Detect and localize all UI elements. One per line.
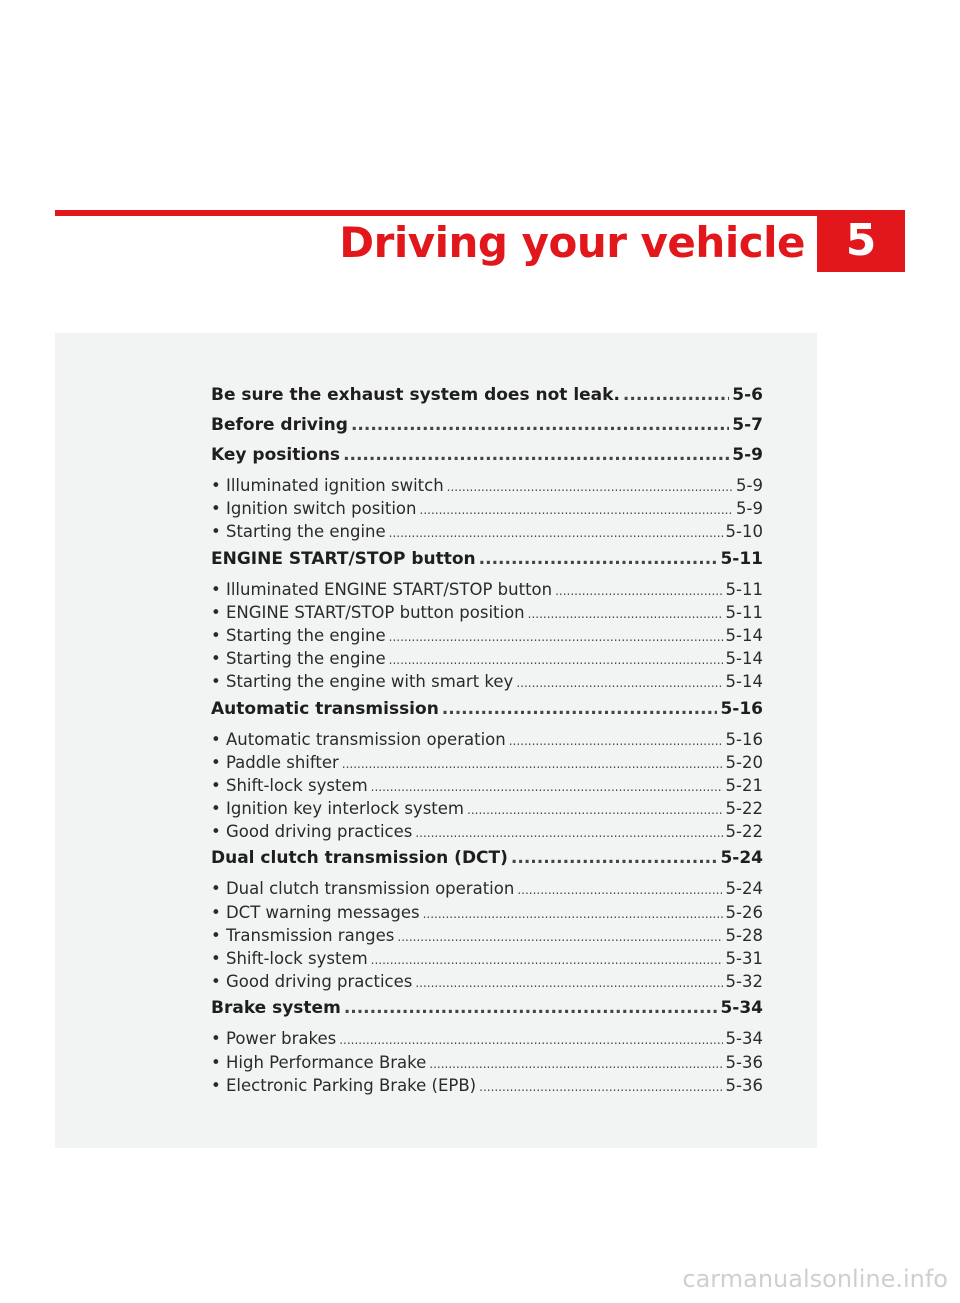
toc-entry-label: • Transmission ranges	[211, 925, 395, 945]
toc-subsection-entry[interactable]	[211, 647, 763, 670]
toc-entry-label: • Starting the engine	[211, 625, 386, 645]
toc-entry-label: ENGINE START/STOP button	[211, 548, 476, 569]
chapter-number-badge: 5	[817, 210, 905, 272]
toc-section-entry[interactable]	[211, 694, 763, 724]
toc-entry-label: • ENGINE START/STOP button position	[211, 602, 525, 622]
toc-page-number: 5-36	[725, 1052, 763, 1072]
toc-page-number: 5-36	[725, 1075, 763, 1095]
toc-dot-leader	[423, 903, 723, 924]
toc-dot-leader	[442, 694, 718, 724]
toc-subsection-entry[interactable]	[211, 497, 763, 520]
toc-page-number: 5-6	[732, 385, 763, 405]
toc-page-number: 5-20	[725, 752, 763, 772]
toc-dot-leader	[339, 1029, 722, 1050]
toc-page-number: 5-16	[725, 729, 763, 749]
toc-entry-label: • Illuminated ignition switch	[211, 476, 444, 495]
toc-dot-leader	[343, 440, 729, 470]
toc-page-number: 5-14	[725, 625, 763, 645]
toc-subsection-entry[interactable]	[211, 1074, 763, 1097]
toc-dot-leader	[344, 993, 718, 1023]
toc-page-number: 5-34	[725, 1029, 763, 1049]
toc-page-number: 5-16	[720, 698, 763, 719]
toc-subsection-entry[interactable]	[211, 901, 763, 924]
toc-dot-leader	[420, 499, 734, 520]
toc-subsection-entry[interactable]	[211, 774, 763, 797]
toc-dot-leader	[397, 926, 722, 947]
toc-entry-label: • Ignition key interlock system	[211, 799, 464, 819]
toc-subsection-entry[interactable]	[211, 670, 763, 693]
toc-entry-label: • Automatic transmission operation	[211, 729, 506, 749]
toc-entry-label: • Shift-lock system	[211, 775, 368, 795]
toc-entry-label: • Dual clutch transmission operation	[211, 879, 515, 899]
toc-dot-leader	[389, 626, 723, 647]
toc-section-entry[interactable]	[211, 410, 763, 440]
toc-subsection-entry[interactable]	[211, 728, 763, 751]
toc-page-number: 5-14	[725, 649, 763, 669]
toc-entry-label: Be sure the exhaust system does not leak.	[211, 385, 620, 405]
toc-entry-label: • Starting the engine	[211, 522, 386, 542]
toc-dot-leader	[555, 580, 722, 601]
toc-entry-label: Key positions	[211, 445, 341, 465]
toc-page-number: 5-9	[736, 499, 763, 519]
toc-dot-leader	[389, 649, 723, 670]
toc-page-number: 5-10	[725, 522, 763, 542]
toc-subsection-entry[interactable]	[211, 797, 763, 820]
toc-page-number: 5-7	[732, 415, 763, 435]
toc-page-number: 5-22	[725, 799, 763, 819]
toc-page-number: 5-24	[725, 879, 763, 899]
toc-page-number: 5-34	[720, 998, 763, 1019]
toc-subsection-entry[interactable]	[211, 474, 763, 497]
toc-dot-leader	[623, 380, 729, 410]
table-of-contents	[211, 380, 763, 1097]
toc-subsection-entry[interactable]	[211, 624, 763, 647]
toc-entry-label: Brake system	[211, 998, 341, 1019]
toc-page-number: 5-24	[720, 848, 763, 869]
toc-entry-label: • Good driving practices	[211, 822, 413, 842]
toc-dot-leader	[415, 972, 722, 993]
toc-entry-label: • Power brakes	[211, 1029, 337, 1049]
toc-entry-label: • Paddle shifter	[211, 752, 339, 772]
toc-subsection-entry[interactable]	[211, 970, 763, 993]
toc-entry-label: • Starting the engine	[211, 649, 386, 669]
toc-entry-label: Dual clutch transmission (DCT)	[211, 848, 508, 869]
toc-entry-label: • Electronic Parking Brake (EPB)	[211, 1075, 477, 1095]
toc-page-number: 5-9	[736, 476, 763, 495]
toc-page-number: 5-9	[732, 445, 763, 465]
toc-subsection-entry[interactable]	[211, 924, 763, 947]
chapter-title: Driving your vehicle	[339, 218, 805, 267]
toc-subsection-entry[interactable]	[211, 601, 763, 624]
toc-entry-label: • Ignition switch position	[211, 499, 417, 519]
toc-subsection-entry[interactable]	[211, 1027, 763, 1050]
toc-subsection-entry[interactable]	[211, 1051, 763, 1074]
toc-dot-leader	[342, 753, 723, 774]
toc-dot-leader	[351, 410, 729, 440]
toc-subsection-entry[interactable]	[211, 820, 763, 843]
toc-subsection-entry[interactable]	[211, 877, 763, 900]
toc-page-number: 5-31	[725, 949, 763, 968]
toc-dot-leader	[447, 476, 733, 497]
toc-section-entry[interactable]	[211, 380, 763, 410]
toc-subsection-entry[interactable]	[211, 751, 763, 774]
toc-subsection-entry[interactable]	[211, 947, 763, 970]
toc-dot-leader	[479, 1076, 722, 1097]
toc-page-number: 5-28	[725, 925, 763, 945]
toc-dot-leader	[528, 603, 723, 624]
toc-page-number: 5-11	[725, 579, 763, 599]
toc-section-entry[interactable]	[211, 993, 763, 1023]
toc-subsection-entry[interactable]	[211, 578, 763, 601]
toc-entry-label: Automatic transmission	[211, 698, 439, 719]
toc-dot-leader	[371, 776, 723, 797]
toc-page-number: 5-14	[725, 672, 763, 692]
toc-page-number: 5-11	[720, 548, 763, 569]
toc-page-number: 5-21	[725, 775, 763, 795]
toc-dot-leader	[415, 822, 722, 843]
toc-dot-leader	[479, 544, 718, 574]
toc-page-number: 5-32	[725, 972, 763, 992]
toc-dot-leader	[511, 843, 718, 873]
toc-page-number: 5-26	[725, 902, 763, 922]
toc-subsection-entry[interactable]	[211, 520, 763, 543]
toc-entry-label: • Illuminated ENGINE START/STOP button	[211, 579, 553, 599]
toc-section-entry[interactable]	[211, 843, 763, 873]
toc-entry-label: • Starting the engine with smart key	[211, 672, 514, 692]
toc-dot-leader	[389, 522, 723, 543]
toc-dot-leader	[429, 1053, 722, 1074]
toc-entry-label: • Good driving practices	[211, 972, 413, 992]
toc-page-number: 5-11	[725, 602, 763, 622]
toc-entry-label: Before driving	[211, 415, 348, 435]
toc-dot-leader	[517, 879, 722, 900]
toc-dot-leader	[516, 672, 722, 693]
toc-entry-label: • Shift-lock system	[211, 949, 368, 968]
toc-page-number: 5-22	[725, 822, 763, 842]
toc-entry-label: • High Performance Brake	[211, 1052, 427, 1072]
toc-dot-leader	[371, 949, 723, 970]
toc-entry-label: • DCT warning messages	[211, 902, 420, 922]
toc-section-entry[interactable]	[211, 440, 763, 470]
toc-dot-leader	[467, 799, 723, 820]
toc-dot-leader	[509, 730, 723, 751]
toc-section-entry[interactable]	[211, 544, 763, 574]
watermark: carmanualsonline.info	[682, 1265, 948, 1293]
